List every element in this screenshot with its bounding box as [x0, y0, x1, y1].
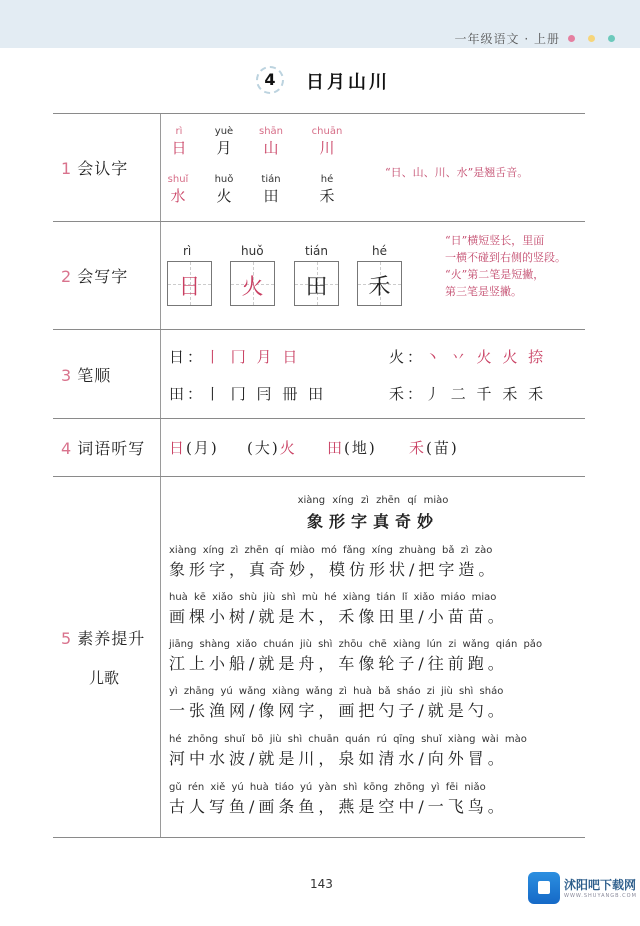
poem-content: [161, 477, 585, 837]
poem-title: 象形字真奇妙: [306, 512, 439, 531]
pinyin: xiàng xíng zì zhēn qí miào mó fǎng xíng zhuàng bǎ zì zào: [169, 545, 493, 556]
section-label: [53, 419, 161, 476]
section-dictation: [53, 418, 585, 476]
pinyin: huǒ: [241, 244, 264, 258]
lesson-table: [53, 113, 585, 838]
char-label: 禾：: [389, 385, 426, 403]
char: 日: [171, 139, 187, 157]
char: 川: [319, 139, 335, 157]
pink-dot-icon: [568, 35, 575, 42]
hanzi: 江上小船/就是舟，车像轮子/往前跑。: [169, 654, 508, 673]
word: [247, 437, 297, 458]
writing-box: [167, 261, 212, 306]
word: [169, 437, 219, 458]
hanzi: 一张渔网/像网字，画把勺子/就是勺。: [169, 701, 508, 720]
note-line: “火”第二笔是短撇，: [445, 268, 545, 281]
pinyin: tián: [261, 174, 281, 185]
poem-line: [169, 686, 581, 721]
page-number: 143: [310, 877, 333, 891]
watermark-logo-icon: [528, 872, 560, 904]
watermark-text: 沭阳吧下载网: [564, 878, 637, 892]
lesson-number: 4: [256, 66, 284, 94]
stroke-content: [161, 330, 585, 418]
pinyin: shuǐ: [167, 174, 189, 185]
strokes: 丶 丷 火 火 捺: [425, 348, 547, 366]
note-line: 一横不碰到右侧的竖段。: [445, 251, 566, 264]
char: 禾: [319, 187, 335, 205]
section-title: 素养提升: [77, 629, 146, 648]
yellow-dot-icon: [588, 35, 595, 42]
header-band: [0, 0, 640, 48]
poem-line: [169, 734, 581, 769]
teal-dot-icon: [608, 35, 615, 42]
pinyin: shān: [258, 126, 283, 137]
section-label: [53, 477, 161, 837]
hanzi: 画棵小树/就是木，禾像田里/小苗苗。: [169, 607, 508, 626]
char-label: 火：: [389, 348, 426, 366]
lesson-header: [0, 64, 640, 100]
pinyin: yuè: [214, 126, 234, 137]
char: 水: [170, 187, 186, 205]
pinyin: tián: [305, 244, 328, 258]
hanzi: 象形字，真奇妙，模仿形状/把字造。: [169, 560, 499, 579]
note-line: 第三笔是竖撇。: [445, 285, 522, 298]
section-label: [53, 330, 161, 418]
recognize-content: [161, 114, 585, 221]
section-literacy: [53, 476, 585, 838]
char: (苗): [426, 439, 459, 457]
hanzi: 古人写鱼/画条鱼，燕是空中/一飞鸟。: [169, 797, 508, 816]
poem-line: [169, 545, 581, 580]
strokes: 丿 二 千 禾 禾: [425, 385, 547, 403]
dictation-content: [161, 419, 585, 476]
char: 火: [216, 187, 232, 205]
section-number: 2: [61, 267, 73, 286]
char: 田: [305, 275, 328, 300]
section-subtitle: 儿歌: [89, 669, 120, 687]
poem-line: [169, 592, 581, 627]
pinyin: hé: [372, 244, 387, 258]
char: 山: [263, 139, 279, 157]
lesson-title: 日月山川: [306, 72, 390, 93]
section-label: [53, 114, 161, 221]
section-recognize: [53, 113, 585, 221]
pinyin: chuān: [311, 126, 343, 137]
section-number: 4: [61, 439, 73, 458]
char: 月: [216, 139, 232, 157]
section-title: 笔顺: [77, 365, 112, 385]
section-title: 会认字: [77, 159, 129, 178]
word: [327, 437, 377, 458]
pinyin: huà kē xiǎo shù jiù shì mù hé xiàng tián lǐ xiǎo miáo miao: [169, 592, 497, 603]
pronunciation-note: “日、山、川、水”是翘舌音。: [385, 166, 529, 179]
writing-box: [230, 261, 275, 306]
stroke-order-huo: [389, 346, 546, 367]
watermark-url: WWW.SHUYANGB.COM: [564, 893, 637, 899]
pinyin: huǒ: [214, 174, 234, 185]
section-title: 词语听写: [77, 439, 146, 458]
writing-box: [294, 261, 339, 306]
pinyin: yì zhāng yú wǎng xiàng wǎng zì huà bǎ sháo zi jiù shì sháo: [169, 686, 504, 697]
char: 田: [263, 187, 279, 205]
pinyin: hé zhōng shuǐ bō jiù shì chuān quán rú qīng shuǐ xiàng wài mào: [169, 734, 527, 745]
char: (月): [186, 439, 219, 457]
section-write: [53, 221, 585, 329]
section-stroke-order: [53, 329, 585, 418]
char-label: 日：: [169, 348, 206, 366]
word: [409, 437, 459, 458]
char: 火: [241, 275, 264, 300]
pinyin: rì: [183, 244, 192, 258]
book-title: 一年级语文 · 上册: [454, 32, 560, 46]
char: 田: [327, 439, 345, 457]
stroke-order-he: [389, 383, 546, 404]
char: 禾: [409, 439, 427, 457]
char-label: 田：: [169, 385, 206, 403]
poem-line: [169, 782, 581, 817]
note-line: “日”横短竖长，里面: [445, 234, 545, 247]
char: 日: [178, 275, 201, 300]
strokes: 丨 冂 月 日: [205, 348, 301, 366]
pinyin: hé: [320, 174, 334, 185]
pinyin: jiāng shàng xiǎo chuán jiù shì zhōu chē xiàng lún zi wǎng qián pǎo: [169, 639, 543, 650]
section-label: [53, 222, 161, 329]
char: (大): [247, 439, 280, 457]
writing-note: [445, 232, 566, 300]
hanzi: 河中水波/就是川，泉如清水/向外冒。: [169, 749, 508, 768]
stroke-order-ri: [169, 346, 300, 367]
section-number: 1: [61, 159, 73, 178]
poem-title-pinyin: xiàng xíng zì zhēn qí miào: [297, 495, 449, 506]
section-title: 会写字: [77, 267, 129, 286]
section-number: 5: [61, 629, 73, 648]
char: 火: [279, 439, 297, 457]
pinyin: rì: [175, 126, 183, 137]
section-number: 3: [61, 365, 73, 385]
char: 禾: [368, 275, 391, 300]
pinyin: gǔ rén xiě yú huà tiáo yú yàn shì kōng zhōng yì fēi niǎo: [169, 782, 486, 793]
stroke-order-tian: [169, 383, 326, 404]
char: 日: [169, 439, 187, 457]
writing-box: [357, 261, 402, 306]
char: (地): [344, 439, 377, 457]
strokes: 丨 冂 冃 冊 田: [205, 385, 327, 403]
write-content: [161, 222, 585, 329]
poem-line: [169, 639, 581, 674]
